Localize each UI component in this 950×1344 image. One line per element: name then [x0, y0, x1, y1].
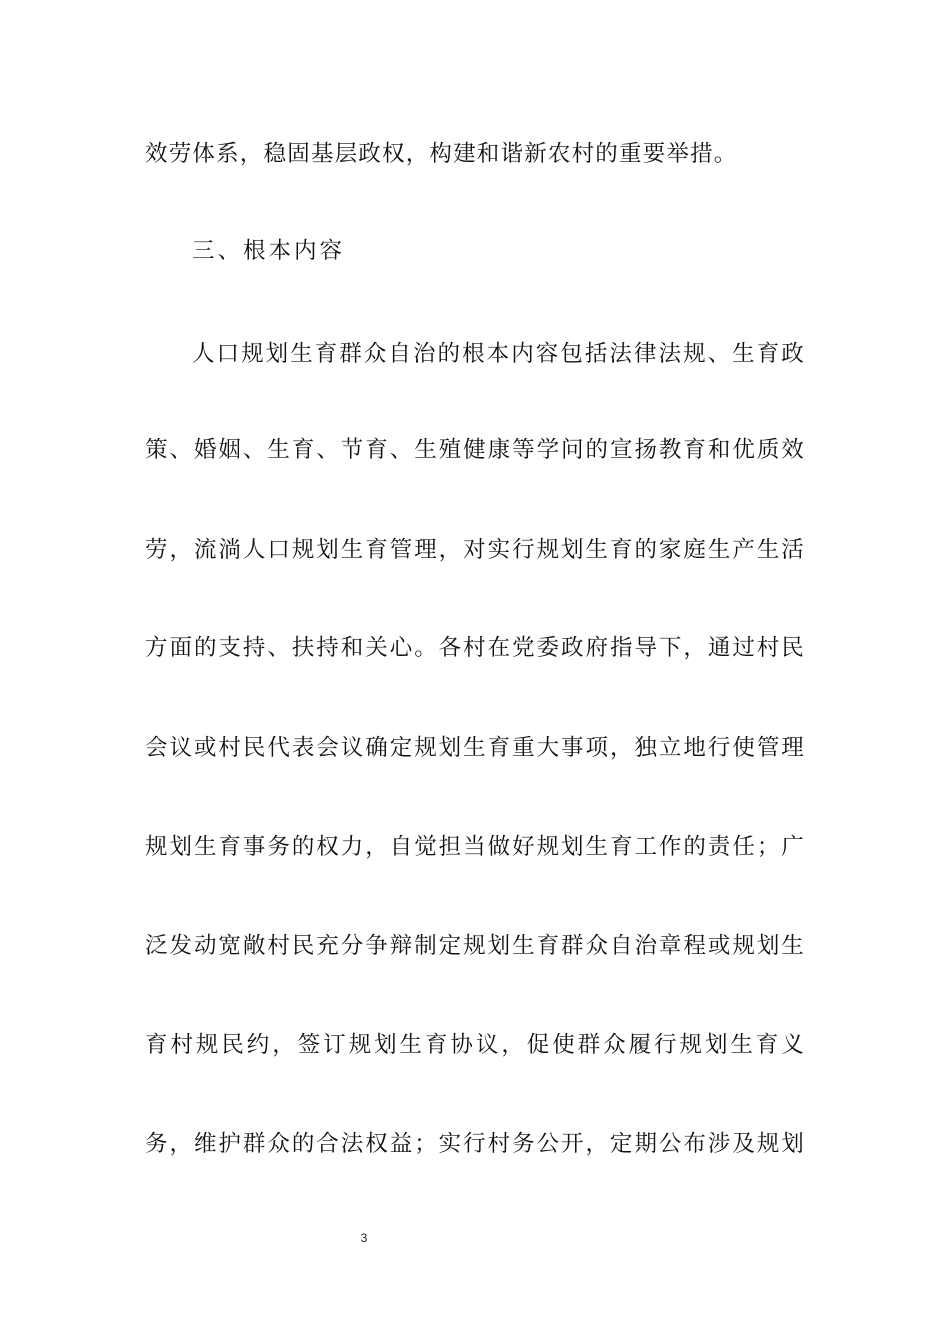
- section-heading: 三、根本内容: [192, 238, 346, 264]
- paragraph-line: 会议或村民代表会议确定规划生育重大事项，独立地行使管理: [145, 735, 805, 761]
- paragraph-line: 策、婚姻、生育、节育、生殖健康等学问的宣扬教育和优质效: [145, 437, 805, 463]
- paragraph-line: 劳，流淌人口规划生育管理，对实行规划生育的家庭生产生活: [145, 537, 805, 563]
- page-number: 3: [360, 1231, 368, 1245]
- paragraph-line: 人口规划生育群众自治的根本内容包括法律法规、生育政: [192, 341, 805, 367]
- paragraph-line: 泛发动宽敞村民充分争辩制定规划生育群众自治章程或规划生: [145, 933, 805, 959]
- paragraph-line: 方面的支持、扶持和关心。各村在党委政府指导下，通过村民: [145, 635, 805, 661]
- paragraph-line: 规划生育事务的权力，自觉担当做好规划生育工作的责任；广: [145, 834, 805, 860]
- paragraph-line: 育村规民约，签订规划生育协议，促使群众履行规划生育义: [145, 1032, 805, 1058]
- paragraph-line: 效劳体系，稳固基层政权，构建和谐新农村的重要举措。: [145, 141, 738, 167]
- paragraph-line: 务，维护群众的合法权益；实行村务公开，定期公布涉及规划: [145, 1131, 805, 1157]
